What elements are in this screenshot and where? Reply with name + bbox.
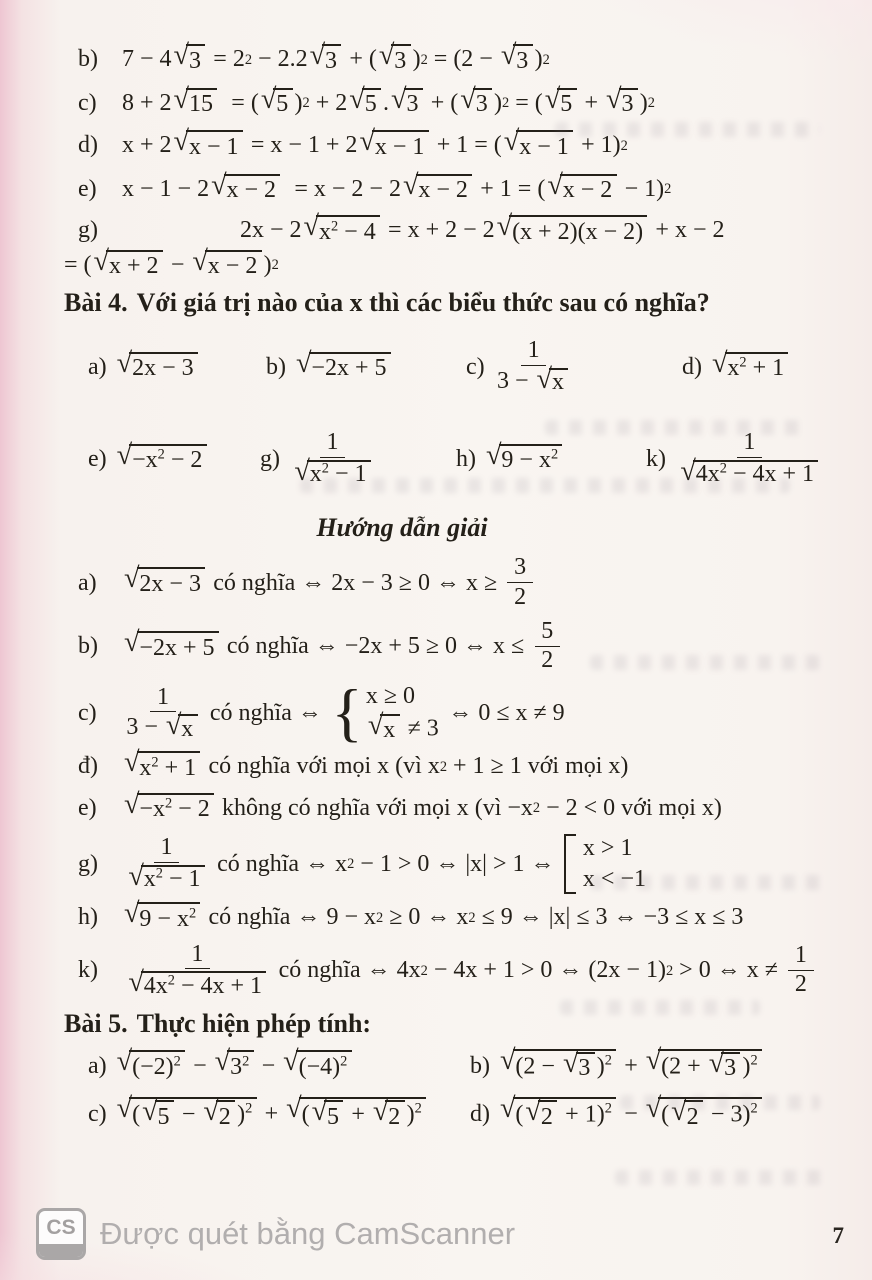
item-label: g) [78,850,98,877]
sqrt-radical: √ $9 - x^2$ [486,444,562,476]
expression-item [470,1044,864,1083]
sqrt-radical: √ 2 [525,1100,557,1132]
item-label: h) [78,904,98,931]
math-expression: √ 2x − 3 có nghĩa ⇔ 2x − 3 ≥ 0 ⇔ x ≥ $\frac{3}{2}$ [122,555,537,610]
sqrt-radical: √ $x^2 - 1$ [294,460,370,489]
sqrt-radical: √ 5 [545,88,577,120]
sqrt-radical: √ 15 [174,88,218,120]
expression-item [682,347,864,384]
sqrt-radical: √ x [166,714,198,743]
worked-example-line [78,39,864,76]
bleed-through-artifact [615,1170,830,1185]
bai4-title: Với giá trị nào của x thì các biểu thức sau có nghĩa? [136,288,710,318]
sqrt-radical: √ $x^2 - 1$ [128,865,204,894]
solution-line [78,746,864,783]
sqrt-radical: √ $(-4)^2$ [283,1050,351,1082]
math-expression: √ $(-2)^2$ − √ $3^2$ − √ $(-4)^2$ [115,1050,354,1082]
sqrt-radical: √ −2x + 5 [124,631,219,663]
sqrt-radical: √ x [368,714,400,746]
sqrt-radical: √ 3 [174,44,206,76]
bai4-heading [64,287,824,318]
sqrt-radical: √ 2 [373,1100,405,1132]
item-label: d) [78,132,98,159]
camscanner-footer [36,1208,515,1260]
expression-item [456,439,646,476]
item-label: k) [646,445,666,472]
expression-item [266,347,466,384]
item-label: g) [260,445,280,472]
sqrt-radical: √ 3 [460,88,492,120]
fraction: 1 3 − √ x [497,338,570,396]
math-expression: 1 √ $4x^2 - 4x + 1$ có nghĩa ⇔ 4x 2 − 4x + 1 > 0 ⇔ (2x − 1) 2 > 0 ⇔ x ≠ $\frac{1}{2}$ [122,942,818,1000]
sqrt-radical: √ x − 1 [359,130,428,162]
math-expression [493,338,575,396]
sqrt-radical: √ x − 2 [192,250,261,282]
sqrt-radical: √ 5 [142,1100,174,1132]
sqrt-radical: √ $(-2)^2$ [117,1050,185,1082]
sqrt-radical: √ 3 [310,44,342,76]
sqrt-radical: √ −2x + 5 [296,352,391,384]
worked-example-line [64,245,864,282]
sqrt-radical: √ 2 [203,1100,235,1132]
bleed-through-artifact [545,420,800,435]
expression-item [466,338,682,396]
sqrt-radical: √ x − 1 [504,130,573,162]
sqrt-radical: √ x [537,368,569,397]
item-label: b) [470,1052,490,1079]
item-label: b) [266,353,286,380]
item-label: e) [78,175,97,202]
fraction: 1 3 − √ x [126,685,199,743]
math-expression: √ $9 - x^2$ có nghĩa ⇔ 9 − x 2 ≥ 0 ⇔ x 2 ≤ 9 ⇔ |x| ≤ 3 ⇔ −3 ≤ x ≤ 3 [124,897,744,932]
bai4-label: Bài 4. [64,288,128,318]
sqrt-radical: √ $-x^2 - 2$ [117,444,207,476]
sqrt-radical: √ 5 [312,1100,344,1132]
bleed-through-artifact [560,1000,760,1015]
worked-example-line [78,169,864,206]
item-label: h) [456,445,476,472]
sqrt-radical: √ ( √ 5 − √ 2 )$^2$ [117,1097,257,1131]
sqrt-radical: √ $x^2 + 1$ [124,751,200,783]
sqrt-radical: √ x − 1 [174,130,243,162]
page-content [0,39,864,1131]
expression-item [88,1093,470,1131]
item-label: a) [88,353,107,380]
item-label: a) [88,1052,107,1079]
bleed-through-artifact [590,655,820,670]
bai5-label: Bài 5. [64,1008,128,1038]
bai5-expressions-grid [88,1044,864,1131]
solution-line [78,555,864,610]
sqrt-radical: √ 3 [563,1052,595,1084]
bleed-through-artifact [300,478,790,493]
camscanner-logo-icon [36,1208,86,1260]
sqrt-radical: √ x + 2 [94,250,163,282]
fraction: 1 √ $x^2 - 1$ [292,430,372,488]
fraction: $\frac{3}{2}$ [507,555,532,610]
sqrt-radical: √ 3 [501,44,533,76]
solution-line [78,942,864,1000]
item-label: k) [78,957,98,984]
sqrt-radical: √ 3 [606,88,638,120]
math-expression [484,439,564,476]
sqrt-radical: √ (2 + √ 3 )$^2$ [646,1049,762,1083]
sqrt-radical: √ $9 - x^2$ [124,902,200,934]
worked-example-line [78,83,864,120]
bleed-through-artifact [620,1095,820,1110]
sqrt-radical: √ $3^2$ [215,1050,254,1082]
fraction: 1 √ $4x^2 - 4x + 1$ [126,942,268,1000]
sqrt-radical: √ x − 2 [403,174,472,206]
math-expression [115,347,200,384]
bracket-cases: x > 1 x < −1 [564,834,646,894]
sqrt-radical: √ 2 [671,1100,703,1132]
math-expression [710,347,790,384]
math-expression: √ ( √ 5 − √ 2 )$^2$ + √ ( √ 5 + √ 2 )$^2$ [115,1097,428,1131]
sqrt-radical: √ x − 2 [211,174,280,206]
sqrt-radical: √ $4x^2 - 4x + 1$ [128,971,266,1000]
item-label: e) [78,794,97,821]
sqrt-radical: √ 5 [349,88,381,120]
worked-example-line [78,210,864,247]
bai5-title: Thực hiện phép tính: [136,1008,372,1038]
bleed-through-artifact [590,875,825,890]
math-expression: = ( √ x + 2 − √ x − 2 ) 2 [64,245,279,280]
fraction: $\frac{1}{2}$ [788,943,813,998]
sqrt-radical: √ $x^2 + 1$ [712,352,788,384]
curly-cases: { x ≥ 0 √ x ≠ 3 [331,677,439,750]
item-label: g) [78,217,98,244]
math-expression: √ −2x + 5 có nghĩa ⇔ −2x + 5 ≥ 0 ⇔ x ≤ $\frac{5}{2}$ [122,619,564,674]
expression-item [88,347,266,384]
item-label: c) [466,353,485,380]
expression-item [88,439,260,476]
fraction: 1 √ $4x^2 - 4x + 1$ [678,430,820,488]
solution-line [78,788,864,825]
solution-line [78,677,864,750]
sqrt-radical: √ (x + 2)(x − 2) [497,215,648,247]
fraction: 1 √ $x^2 - 1$ [126,835,206,893]
worked-examples-section [0,39,864,281]
sqrt-radical: √ ( √ 2 + 1)$^2$ [500,1097,616,1131]
math-expression: 2x − 2 √ $x^2 - 4$ = x + 2 − 2 √ (x + 2)(x − 2) + x − 2 [240,210,725,245]
page-number: 7 [832,1223,844,1249]
sqrt-radical: √ 3 [709,1052,741,1084]
sqrt-radical: √ 5 [261,88,293,120]
item-label: c) [88,1100,107,1127]
math-expression: 1 3 − √ x có nghĩa ⇔ { x ≥ 0 √ x ≠ 3 ⇔ 0 ≤ x ≠ 9 [126,677,565,750]
sqrt-radical: √ $-x^2 - 2$ [124,793,214,825]
sqrt-radical: √ ( √ 5 + √ 2 )$^2$ [286,1097,426,1131]
item-label: a) [78,569,97,596]
item-label: c) [78,89,97,116]
math-expression: √ $-x^2 - 2$ không có nghĩa với mọi x (vì −x 2 − 2 < 0 với mọi x) [124,788,722,823]
solution-line [78,897,864,934]
solution-guide-heading: Hướng dẫn giải [316,513,488,543]
solutions-section [0,555,864,999]
math-expression [294,347,393,384]
math-expression: 7 − 4 √ 3 = 2 2 − 2.2 √ 3 + ( √ 3 ) 2 = (2 − √ 3 ) 2 [122,39,550,74]
camscanner-logo-text: CS [46,1215,76,1239]
item-label: d) [470,1100,490,1127]
camscanner-watermark-text: Được quét bằng CamScanner [100,1216,516,1252]
camscanner-logo-bar [39,1244,83,1257]
math-expression: 1 √ $x^2 - 1$ có nghĩa ⇔ x 2 − 1 > 0 ⇔ |x| > 1 ⇔ x > 1 x < −1 [128,833,646,893]
sqrt-radical: √ $4x^2 - 4x + 1$ [680,460,818,489]
math-expression: √ ( √ 2 + 1)$^2$ − √ ( √ 2 − 3)$^2$ [498,1097,764,1131]
math-expression [115,439,209,476]
sqrt-radical: √ 3 [391,88,423,120]
math-expression: 8 + 2 √ 15 = ( √ 5 ) 2 + 2 √ 5 . √ 3 + ( √ 3 ) 2 = ( √ 5 + √ 3 ) 2 [122,83,655,118]
expression-item [88,1046,470,1082]
math-expression: x + 2 √ x − 1 = x − 1 + 2 √ x − 1 + 1 = ( √ x − 1 + 1) 2 [122,125,628,160]
item-label: c) [78,700,97,727]
sqrt-radical: √ 3 [379,44,411,76]
sqrt-radical: √ 2x − 3 [117,352,198,384]
math-expression: √ (2 − √ 3 )$^2$ + √ (2 + √ 3 )$^2$ [498,1049,764,1083]
sqrt-radical: √ 2x − 3 [124,567,205,599]
bleed-through-artifact [555,122,820,137]
item-label: e) [88,445,107,472]
sqrt-radical: √ x − 2 [547,174,616,206]
sqrt-radical: √ ( √ 2 − 3)$^2$ [646,1097,762,1131]
math-expression: √ $x^2 + 1$ có nghĩa với mọi x (vì x 2 + 1 ≥ 1 với mọi x) [124,746,629,781]
item-label: b) [78,633,98,660]
item-label: d) [682,353,702,380]
bai4-expressions-row1 [88,328,864,406]
item-label: b) [78,46,98,73]
math-expression: x − 1 − 2 √ x − 2 = x − 2 − 2 √ x − 2 + 1 = ( √ x − 2 − 1) 2 [122,169,672,204]
fraction: $\frac{5}{2}$ [535,619,560,674]
sqrt-radical: √ $x^2 - 4$ [304,215,380,247]
sqrt-radical: √ (2 − √ 3 )$^2$ [500,1049,616,1083]
item-label: đ) [78,753,98,780]
